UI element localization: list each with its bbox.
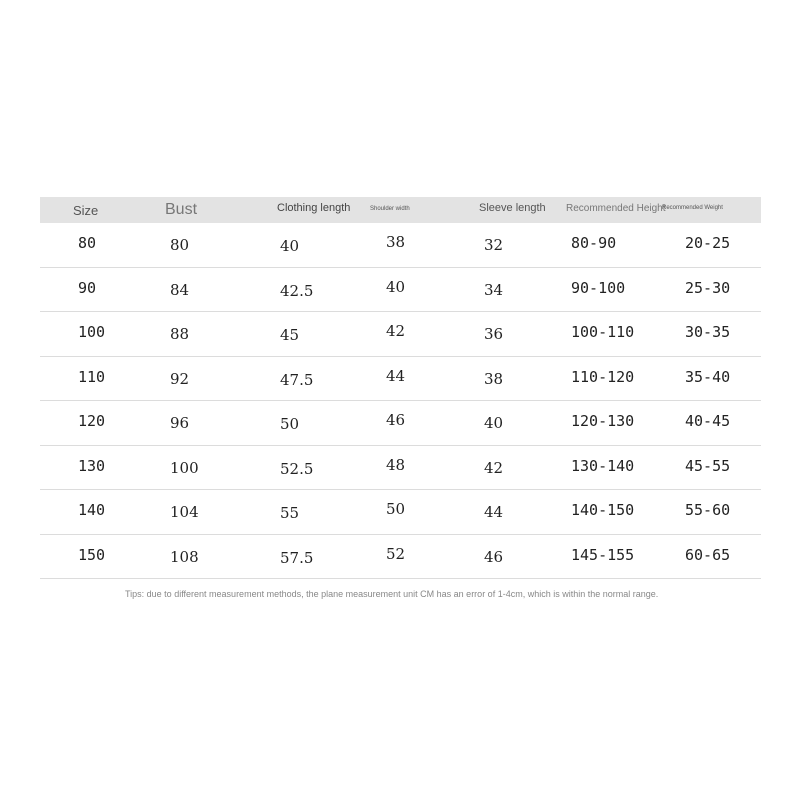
cell-sleeve-length: 38 — [484, 369, 504, 388]
cell-shoulder-width: 52 — [386, 544, 406, 563]
table-row — [40, 401, 761, 446]
cell-recommended-height: 100-110 — [571, 323, 635, 341]
cell-bust: 84 — [170, 280, 190, 299]
measurement-tips-note: Tips: due to different measurement methods, the plane measurement unit CM has an error of 1-4cm, which is within the normal range. — [125, 589, 659, 599]
cell-recommended-height: 90-100 — [571, 278, 626, 297]
cell-size: 110 — [78, 367, 106, 386]
cell-recommended-height: 130-140 — [571, 456, 635, 475]
cell-recommended-height: 140-150 — [571, 501, 635, 519]
cell-shoulder-width: 46 — [386, 411, 406, 429]
cell-clothing-length: 55 — [280, 504, 300, 522]
cell-recommended-weight: 30-35 — [685, 323, 731, 341]
cell-recommended-height: 110-120 — [571, 367, 635, 386]
cell-sleeve-length: 42 — [484, 458, 504, 477]
table-row — [40, 490, 761, 535]
cell-size: 120 — [78, 412, 106, 430]
cell-shoulder-width: 50 — [386, 500, 406, 518]
cell-bust: 88 — [170, 325, 190, 343]
cell-size: 90 — [78, 278, 97, 297]
cell-clothing-length: 47.5 — [280, 370, 314, 389]
cell-size: 80 — [78, 234, 97, 252]
cell-recommended-weight: 55-60 — [685, 501, 731, 519]
cell-clothing-length: 52.5 — [280, 459, 314, 478]
cell-clothing-length: 40 — [280, 237, 300, 255]
header-recommended-height: Recommended Height — [566, 203, 666, 214]
table-row — [40, 535, 761, 580]
cell-shoulder-width: 38 — [386, 233, 406, 251]
cell-bust: 96 — [170, 414, 190, 432]
cell-clothing-length: 57.5 — [280, 548, 314, 567]
cell-shoulder-width: 44 — [386, 366, 406, 385]
cell-sleeve-length: 40 — [484, 414, 504, 432]
table-row — [40, 312, 761, 357]
table-row — [40, 357, 761, 402]
cell-bust: 100 — [170, 458, 199, 477]
cell-size: 130 — [78, 456, 106, 475]
cell-recommended-weight: 45-55 — [685, 456, 731, 475]
header-clothing-length: Clothing length — [277, 202, 351, 214]
cell-shoulder-width: 42 — [386, 322, 406, 340]
cell-sleeve-length: 46 — [484, 547, 504, 566]
cell-bust: 104 — [170, 503, 199, 521]
table-header-row — [40, 197, 761, 223]
cell-sleeve-length: 34 — [484, 280, 504, 299]
header-shoulder-width: Shoulder width — [370, 206, 410, 212]
cell-size: 140 — [78, 501, 106, 519]
cell-bust: 108 — [170, 547, 199, 566]
cell-recommended-height: 120-130 — [571, 412, 635, 430]
cell-sleeve-length: 32 — [484, 236, 504, 254]
cell-bust: 80 — [170, 236, 190, 254]
cell-shoulder-width: 40 — [386, 277, 406, 296]
cell-recommended-weight: 60-65 — [685, 545, 731, 564]
cell-clothing-length: 45 — [280, 326, 300, 344]
table-row — [40, 446, 761, 491]
header-sleeve-length: Sleeve length — [479, 202, 546, 214]
cell-recommended-height: 145-155 — [571, 545, 635, 564]
cell-size: 150 — [78, 545, 106, 564]
cell-size: 100 — [78, 323, 106, 341]
header-recommended-weight: Recommended Weight — [662, 205, 723, 211]
size-chart-table — [40, 197, 761, 579]
table-row — [40, 268, 761, 313]
header-bust: Bust — [165, 201, 198, 218]
cell-sleeve-length: 44 — [484, 503, 504, 521]
cell-recommended-weight: 35-40 — [685, 367, 731, 386]
cell-recommended-weight: 40-45 — [685, 412, 731, 430]
cell-shoulder-width: 48 — [386, 455, 406, 474]
cell-bust: 92 — [170, 369, 190, 388]
cell-recommended-weight: 20-25 — [685, 234, 731, 252]
cell-recommended-height: 80-90 — [571, 234, 617, 252]
cell-clothing-length: 50 — [280, 415, 300, 433]
table-row — [40, 223, 761, 268]
cell-recommended-weight: 25-30 — [685, 278, 731, 297]
cell-clothing-length: 42.5 — [280, 281, 314, 300]
cell-sleeve-length: 36 — [484, 325, 504, 343]
header-size: Size — [73, 203, 99, 218]
